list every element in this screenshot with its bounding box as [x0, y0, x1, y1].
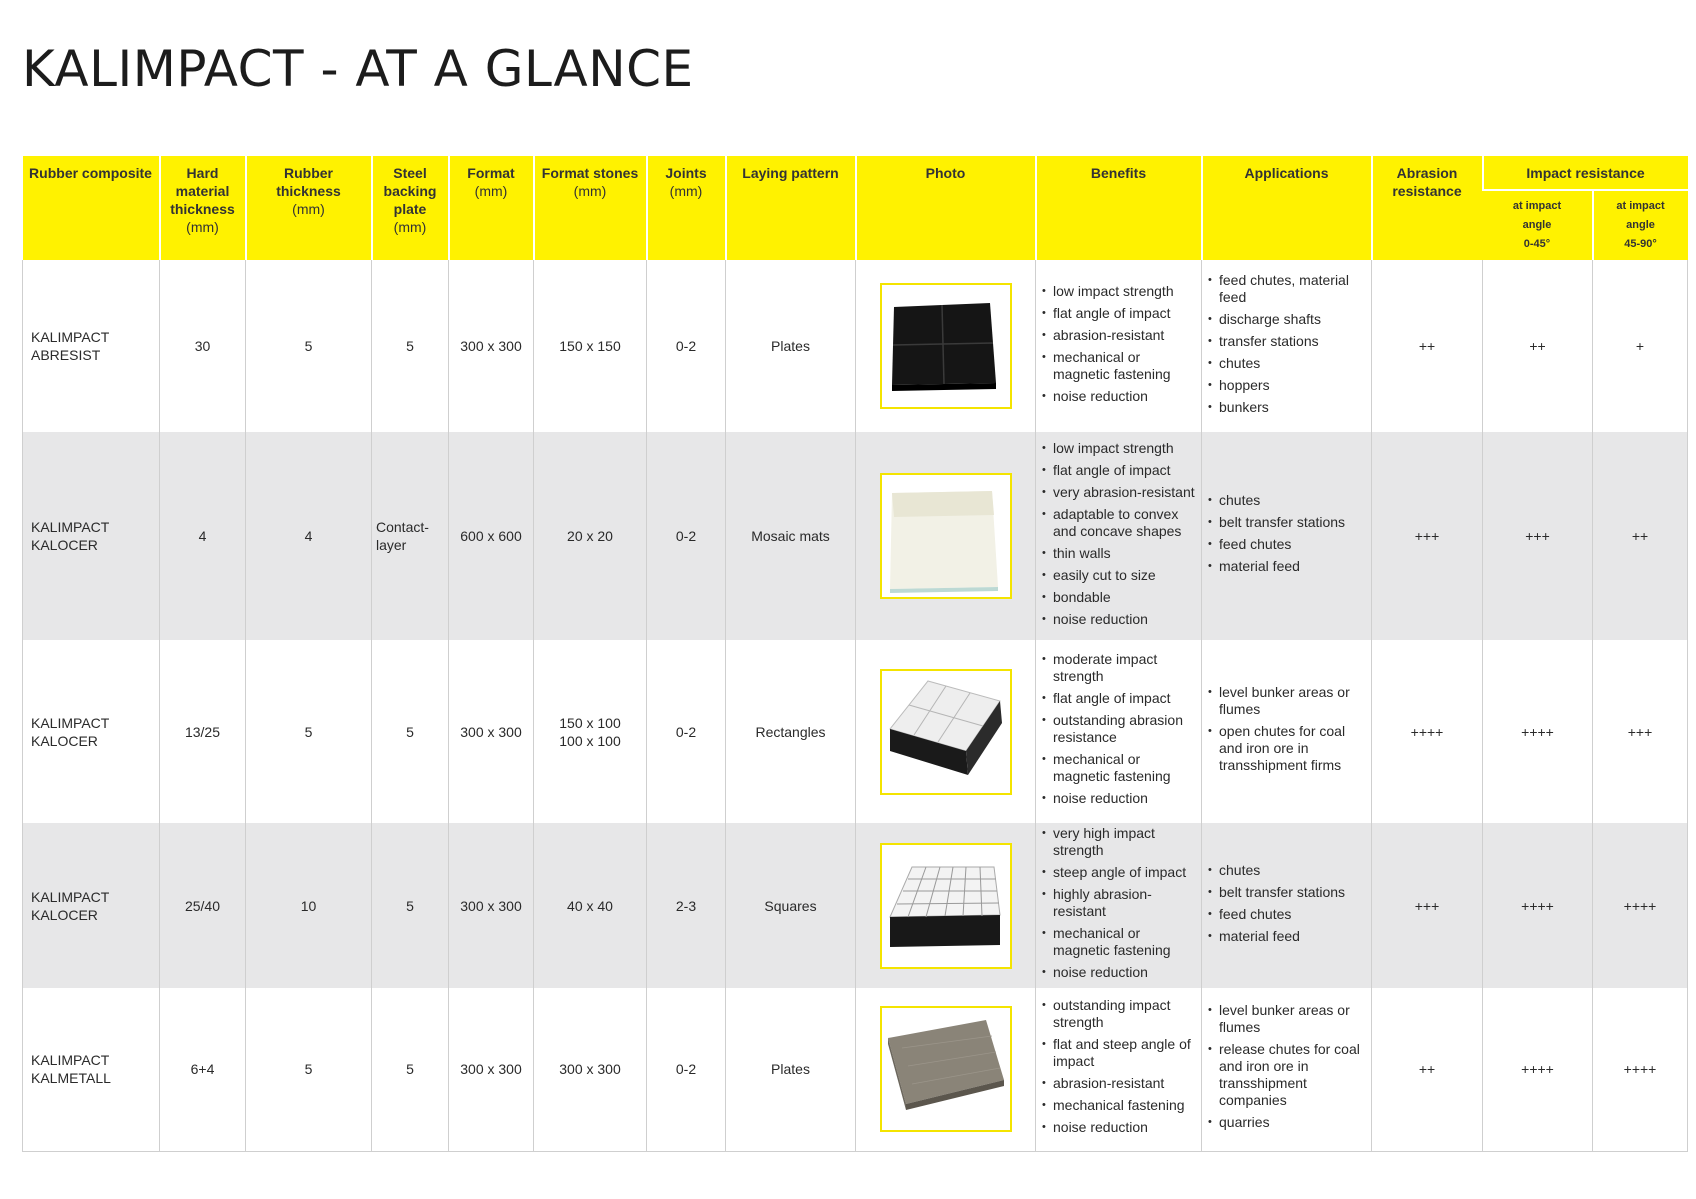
cell-impact-high-angle: + [1593, 260, 1688, 432]
cell-benefits [1036, 640, 1202, 823]
benefit-item: • easily cut to size [1042, 567, 1197, 584]
cell-rubber-composite: KALIMPACT KALOCER [23, 640, 160, 823]
cell-steel-backing: 5 [372, 988, 449, 1151]
benefit-item: • thin walls [1042, 545, 1197, 562]
cell-rubber-thickness: 4 [246, 432, 372, 640]
cell-applications [1202, 640, 1372, 823]
header-laying-pattern: Laying pattern [726, 156, 856, 260]
benefit-item: • mechanical or magnetic fastening [1042, 751, 1197, 785]
benefit-item: • very abrasion-resistant [1042, 484, 1197, 501]
cell-laying-pattern: Plates [726, 988, 856, 1151]
application-item: • feed chutes [1208, 906, 1367, 923]
application-item: • release chutes for coal and iron ore in transshipment companies [1208, 1041, 1367, 1109]
format-stone-value: 300 x 300 [559, 1061, 621, 1078]
cell-joints: 0-2 [647, 640, 726, 823]
cell-format-stones [534, 640, 647, 823]
benefit-item: • outstanding impact strength [1042, 997, 1197, 1031]
cell-laying-pattern: Squares [726, 823, 856, 988]
cell-format-stones [534, 432, 647, 640]
cell-laying-pattern: Rectangles [726, 640, 856, 823]
cell-abrasion-resistance: ++ [1372, 260, 1483, 432]
application-item: • material feed [1208, 928, 1367, 945]
cell-rubber-thickness: 5 [246, 640, 372, 823]
cell-photo [856, 823, 1036, 988]
cell-rubber-composite: KALIMPACT ABRESIST [23, 260, 160, 432]
header-impact-low-angle: at impact angle 0-45° [1483, 190, 1593, 260]
application-item: • quarries [1208, 1114, 1367, 1131]
cell-applications [1202, 988, 1372, 1151]
benefit-item: • highly abrasion-resistant [1042, 886, 1197, 920]
cell-applications [1202, 260, 1372, 432]
benefit-item: • very high impact strength [1042, 825, 1197, 859]
application-item: • feed chutes [1208, 536, 1367, 553]
benefit-item: • bondable [1042, 589, 1197, 606]
table-row [23, 432, 1688, 640]
header-impact-high-angle: at impact angle 45-90° [1593, 190, 1688, 260]
cell-rubber-composite: KALIMPACT KALOCER [23, 823, 160, 988]
benefit-item: • noise reduction [1042, 1119, 1197, 1136]
cell-format: 600 x 600 [449, 432, 534, 640]
application-item: • chutes [1208, 862, 1367, 879]
header-rubber-composite: Rubber composite [23, 156, 160, 260]
cell-format: 300 x 300 [449, 988, 534, 1151]
cell-benefits [1036, 988, 1202, 1151]
cell-joints: 0-2 [647, 432, 726, 640]
cell-benefits [1036, 260, 1202, 432]
cell-benefits [1036, 432, 1202, 640]
application-item: • material feed [1208, 558, 1367, 575]
table-row [23, 988, 1688, 1151]
application-item: • level bunker areas or flumes [1208, 1002, 1367, 1036]
cell-joints: 0-2 [647, 988, 726, 1151]
format-stone-value: 150 x 150 [559, 338, 621, 354]
benefit-item: • noise reduction [1042, 611, 1197, 628]
cell-steel-backing: 5 [372, 260, 449, 432]
application-item: • chutes [1208, 355, 1367, 372]
application-item: • level bunker areas or flumes [1208, 684, 1367, 718]
benefit-item: • flat angle of impact [1042, 462, 1197, 479]
benefit-item: • flat angle of impact [1042, 690, 1197, 707]
page-title: KALIMPACT - AT A GLANCE [22, 40, 694, 98]
header-steel-backing: Steel backing plate (mm) [372, 156, 449, 260]
table-row [23, 640, 1688, 823]
application-item: • feed chutes, material feed [1208, 272, 1367, 306]
application-item: • belt transfer stations [1208, 514, 1367, 531]
header-applications: Applications [1202, 156, 1372, 260]
benefit-item: • abrasion-resistant [1042, 1075, 1197, 1092]
cell-photo [856, 432, 1036, 640]
benefit-item: • outstanding abrasion resistance [1042, 712, 1197, 746]
cell-abrasion-resistance: +++ [1372, 823, 1483, 988]
cell-impact-high-angle: ++ [1593, 432, 1688, 640]
cell-rubber-composite: KALIMPACT KALMETALL [23, 988, 160, 1151]
header-abrasion-resistance: Abrasion resistance [1372, 156, 1483, 260]
header-benefits: Benefits [1036, 156, 1202, 260]
cell-impact-high-angle: ++++ [1593, 988, 1688, 1151]
header-joints: Joints (mm) [647, 156, 726, 260]
format-stone-value: 20 x 20 [567, 528, 613, 544]
cell-hard-material: 25/40 [160, 823, 246, 988]
cell-format: 300 x 300 [449, 260, 534, 432]
header-photo: Photo [856, 156, 1036, 260]
cell-impact-low-angle: ++++ [1483, 988, 1593, 1151]
cell-hard-material: 6+4 [160, 988, 246, 1151]
benefit-item: • noise reduction [1042, 964, 1197, 981]
benefit-item: • low impact strength [1042, 283, 1197, 300]
header-format-stones: Format stones (mm) [534, 156, 647, 260]
benefit-item: • flat and steep angle of impact [1042, 1036, 1197, 1070]
product-table [22, 156, 1688, 1152]
benefit-item: • low impact strength [1042, 440, 1197, 457]
benefit-item: • steep angle of impact [1042, 864, 1197, 881]
dark-plate-icon [880, 283, 1012, 409]
cell-format-stones [534, 260, 647, 432]
format-stone-value: 40 x 40 [567, 897, 613, 914]
table-row [23, 823, 1688, 988]
cell-hard-material: 13/25 [160, 640, 246, 823]
square-tiles-icon [880, 843, 1012, 969]
header-format: Format (mm) [449, 156, 534, 260]
header-impact-resistance: Impact resistance [1483, 156, 1688, 190]
benefit-item: • adaptable to convex and concave shapes [1042, 506, 1197, 540]
benefit-item: • mechanical or magnetic fastening [1042, 925, 1197, 959]
cell-hard-material: 4 [160, 432, 246, 640]
cell-joints: 2-3 [647, 823, 726, 988]
cell-impact-low-angle: +++ [1483, 432, 1593, 640]
benefit-item: • mechanical fastening [1042, 1097, 1197, 1114]
mosaic-mat-icon [880, 473, 1012, 599]
benefit-item: • flat angle of impact [1042, 305, 1197, 322]
cell-rubber-composite: KALIMPACT KALOCER [23, 432, 160, 640]
cell-abrasion-resistance: ++++ [1372, 640, 1483, 823]
metal-plate-icon [880, 1006, 1012, 1132]
cell-abrasion-resistance: ++ [1372, 988, 1483, 1151]
cell-abrasion-resistance: +++ [1372, 432, 1483, 640]
cell-steel-backing: 5 [372, 823, 449, 988]
cell-laying-pattern: Mosaic mats [726, 432, 856, 640]
format-stone-value: 100 x 100 [559, 732, 621, 749]
benefit-item: • mechanical or magnetic fastening [1042, 349, 1197, 383]
cell-benefits [1036, 823, 1202, 988]
format-stone-value: 150 x 100 [559, 714, 621, 731]
header-rubber-thickness: Rubber thickness (mm) [246, 156, 372, 260]
cell-photo [856, 988, 1036, 1151]
cell-rubber-thickness: 10 [246, 823, 372, 988]
cell-applications [1202, 823, 1372, 988]
cell-steel-backing: 5 [372, 640, 449, 823]
cell-impact-high-angle: +++ [1593, 640, 1688, 823]
application-item: • chutes [1208, 492, 1367, 509]
cell-rubber-thickness: 5 [246, 988, 372, 1151]
cell-laying-pattern: Plates [726, 260, 856, 432]
cell-impact-high-angle: ++++ [1593, 823, 1688, 988]
application-item: • open chutes for coal and iron ore in transshipment firms [1208, 723, 1367, 774]
header-hard-material: Hard material thickness (mm) [160, 156, 246, 260]
cell-joints: 0-2 [647, 260, 726, 432]
cell-photo [856, 640, 1036, 823]
table-row [23, 260, 1688, 432]
application-item: • bunkers [1208, 399, 1367, 416]
benefit-item: • noise reduction [1042, 388, 1197, 405]
cell-impact-low-angle: ++ [1483, 260, 1593, 432]
cell-steel-backing: Contact-layer [372, 432, 449, 640]
rectangle-tiles-icon [880, 669, 1012, 795]
cell-hard-material: 30 [160, 260, 246, 432]
benefit-item: • abrasion-resistant [1042, 327, 1197, 344]
cell-rubber-thickness: 5 [246, 260, 372, 432]
application-item: • belt transfer stations [1208, 884, 1367, 901]
cell-format: 300 x 300 [449, 640, 534, 823]
application-item: • discharge shafts [1208, 311, 1367, 328]
cell-format: 300 x 300 [449, 823, 534, 988]
cell-format-stones [534, 988, 647, 1151]
cell-applications [1202, 432, 1372, 640]
application-item: • hoppers [1208, 377, 1367, 394]
cell-impact-low-angle: ++++ [1483, 640, 1593, 823]
cell-photo [856, 260, 1036, 432]
benefit-item: • moderate impact strength [1042, 651, 1197, 685]
cell-impact-low-angle: ++++ [1483, 823, 1593, 988]
benefit-item: • noise reduction [1042, 790, 1197, 807]
application-item: • transfer stations [1208, 333, 1367, 350]
cell-format-stones [534, 823, 647, 988]
